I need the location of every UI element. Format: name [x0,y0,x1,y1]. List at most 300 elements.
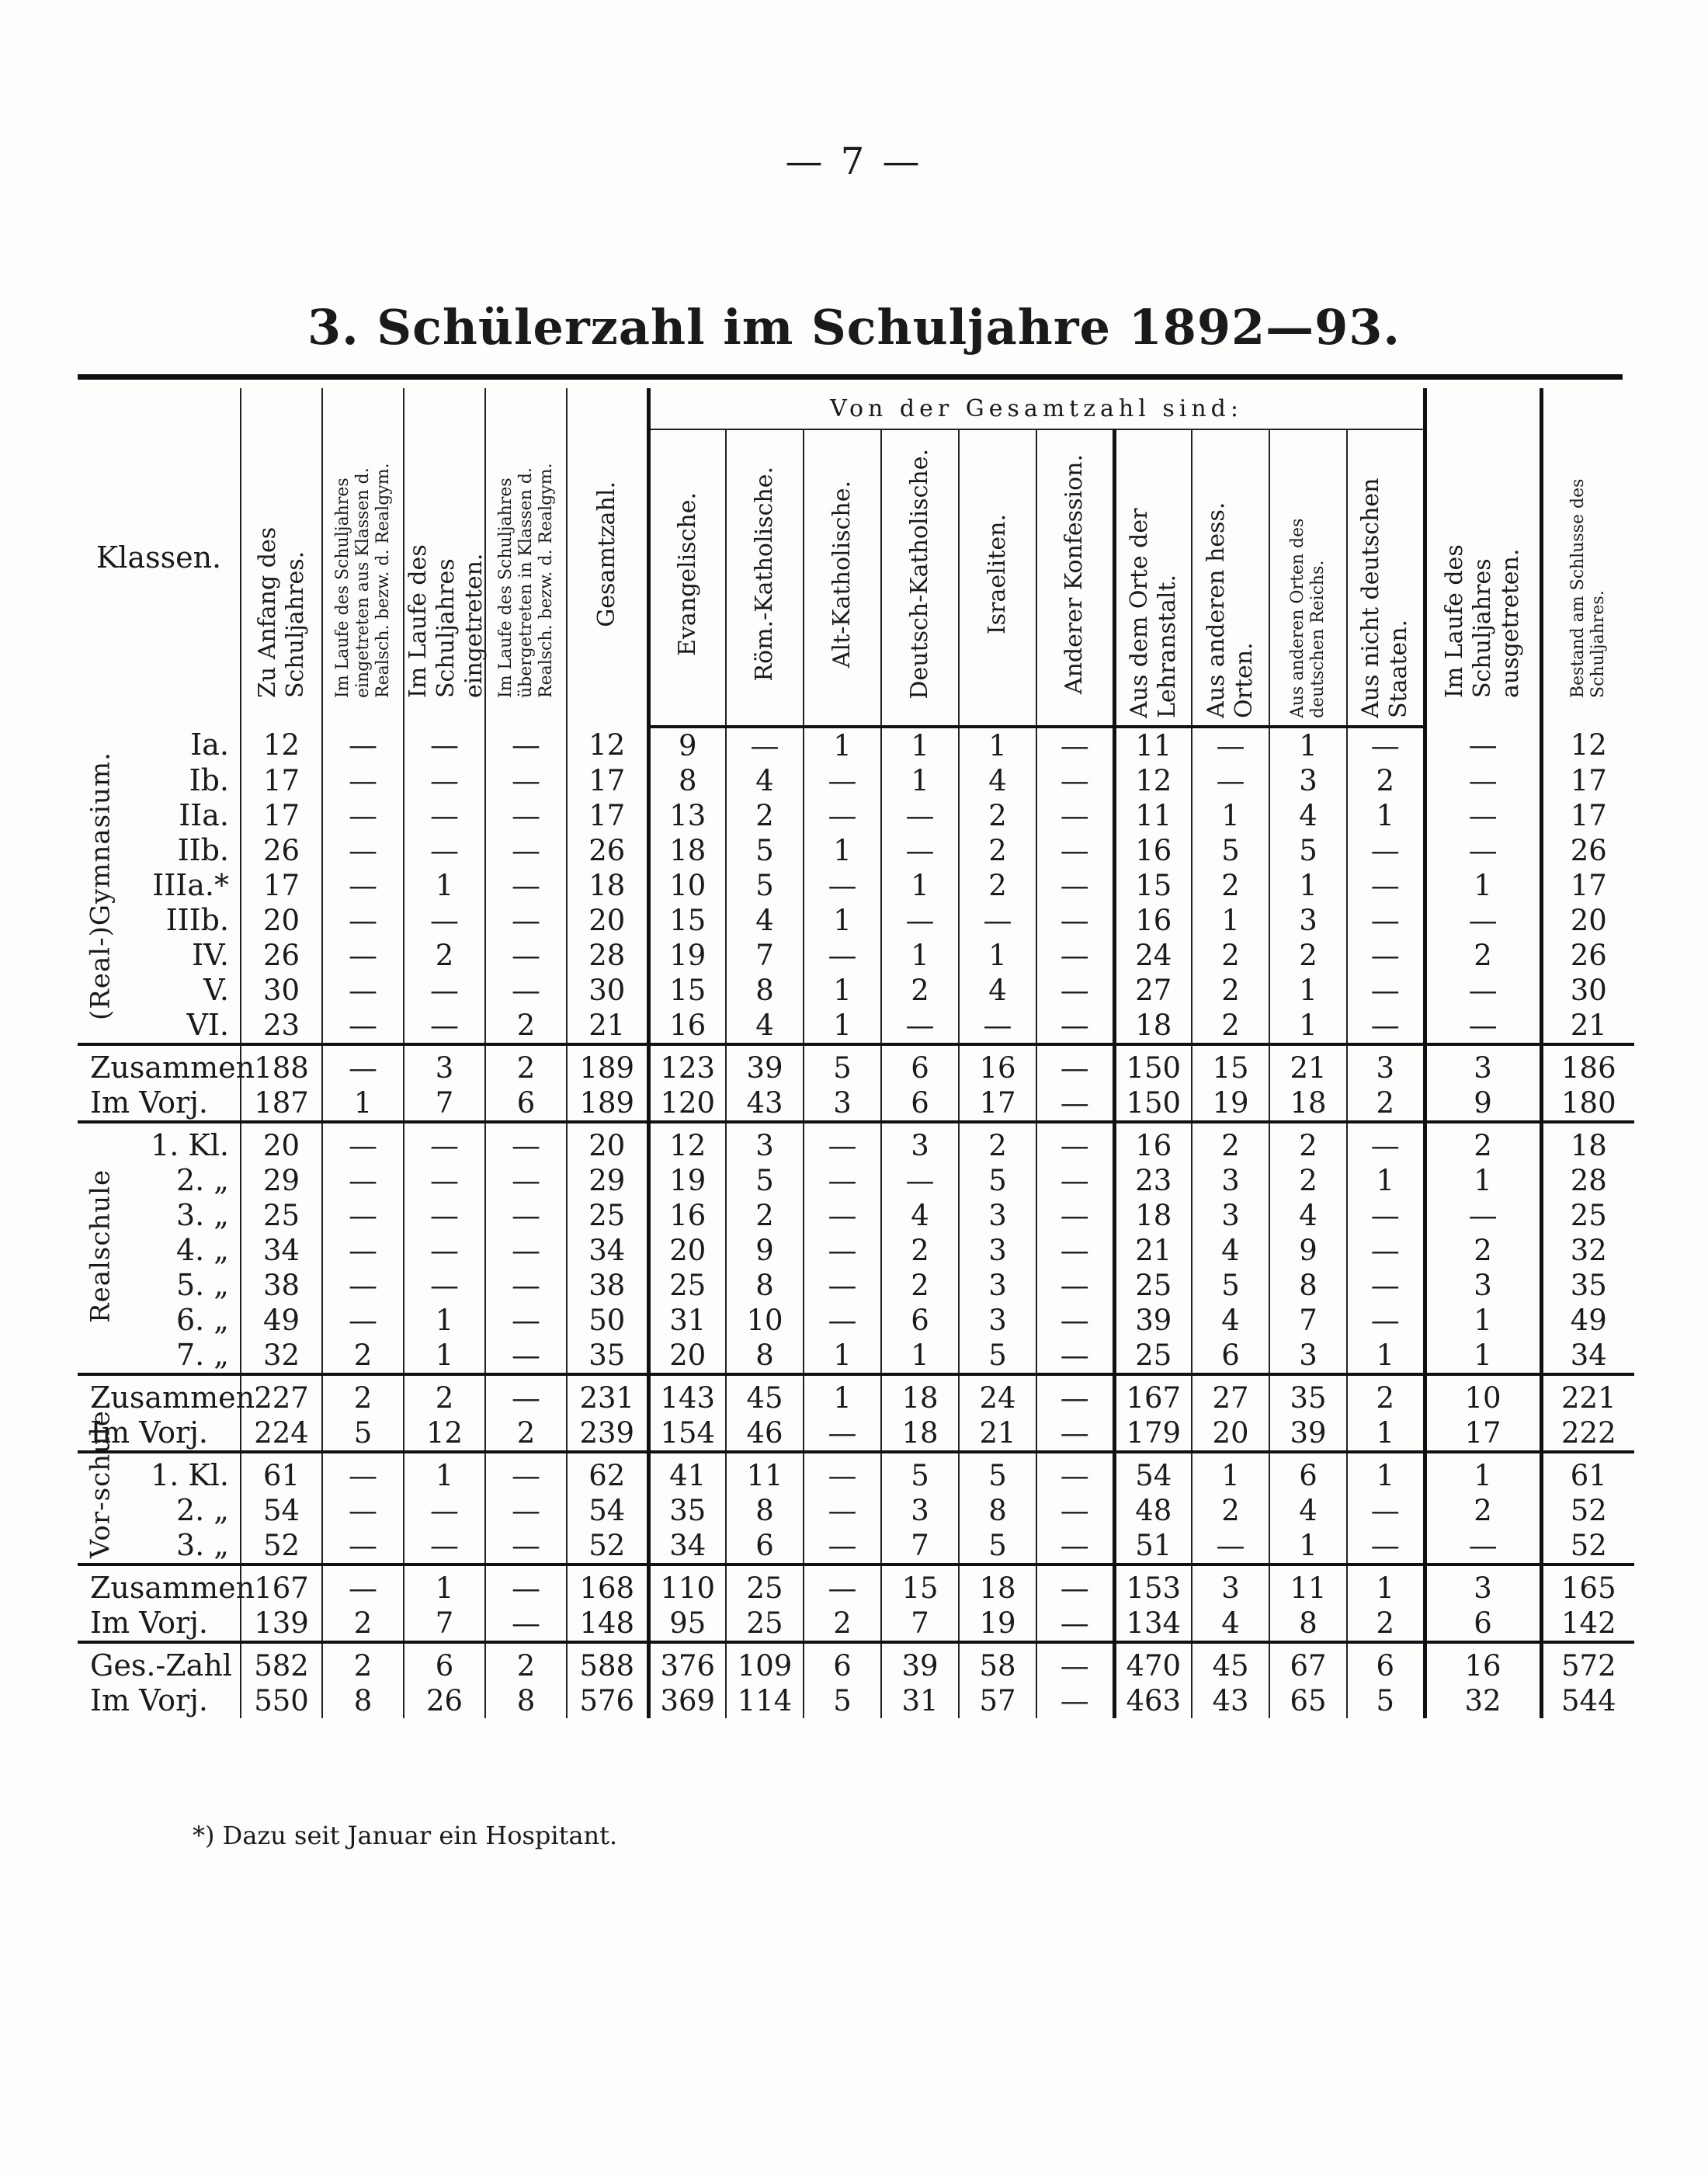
table-cell: — [404,1008,485,1044]
table-row [78,1338,1634,1374]
table-cell: 2 [485,1044,567,1085]
total-row [78,1415,1634,1452]
table-cell: 35 [648,1493,726,1528]
table-cell: — [804,1565,881,1606]
table-cell: — [1347,973,1425,1008]
row-label: 1. Kl. [124,1122,241,1163]
table-cell: — [485,1452,567,1493]
table-cell: 576 [567,1683,648,1718]
header-bestand: Bestand am Schlusse des Schuljahres. [1541,388,1634,727]
total-row [78,1085,1634,1122]
table-cell: 4 [1192,1606,1269,1642]
table-cell: 6 [1425,1606,1541,1642]
table-cell: — [322,1233,404,1268]
grand-total-row [78,1683,1634,1718]
table-cell: 1 [881,938,959,973]
table-cell: 1 [1269,973,1347,1008]
table-cell: 65 [1269,1683,1347,1718]
table-cell: — [322,1198,404,1233]
table-cell: — [1036,1268,1114,1303]
table-cell: — [322,1122,404,1163]
table-cell: 16 [959,1044,1036,1085]
table-cell: 2 [1269,938,1347,973]
table-cell: 13 [648,798,726,833]
table-cell: 46 [726,1415,804,1452]
table-cell: 17 [241,763,322,798]
table-cell: 26 [1541,938,1634,973]
table-cell: — [485,868,567,903]
table-cell: 29 [241,1163,322,1198]
table-cell: 8 [648,763,726,798]
table-cell: 34 [648,1528,726,1565]
table-cell: — [1192,727,1269,763]
total-row [78,1606,1634,1642]
table-cell: 6 [726,1528,804,1565]
table-cell: 1 [1347,1565,1425,1606]
table-cell: — [804,1163,881,1198]
table-cell: 20 [1192,1415,1269,1452]
table-cell: — [322,1493,404,1528]
table-cell: 3 [804,1085,881,1122]
table-cell: 2 [1192,1122,1269,1163]
table-cell: 2 [959,833,1036,868]
table-cell: 21 [959,1415,1036,1452]
table-cell: 25 [1541,1198,1634,1233]
table-cell: 54 [1114,1452,1192,1493]
table-cell: — [1425,903,1541,938]
table-cell: 3 [1269,763,1347,798]
table-cell: 15 [881,1565,959,1606]
table-cell: — [1347,1268,1425,1303]
table-cell: 8 [726,973,804,1008]
table-cell: 1 [881,1338,959,1374]
table-cell: 2 [1425,938,1541,973]
table-cell: 30 [241,973,322,1008]
table-cell: 26 [241,938,322,973]
table-cell: 179 [1114,1415,1192,1452]
table-cell: 23 [241,1008,322,1044]
table-cell: — [1347,1493,1425,1528]
table-cell: 17 [959,1085,1036,1122]
table-cell: 28 [567,938,648,973]
table-cell: 231 [567,1374,648,1415]
header-gesamtzahl: Gesamtzahl. [567,388,648,727]
table-cell: 30 [567,973,648,1008]
header-anderer-konfession: Anderer Konfession. [1036,429,1114,727]
table-cell: — [804,868,881,903]
table-cell: 1 [1192,798,1269,833]
table-cell: 10 [1425,1374,1541,1415]
table-cell: 7 [726,938,804,973]
table-cell: 1 [804,727,881,763]
table-cell: 26 [404,1683,485,1718]
table-cell: 5 [881,1452,959,1493]
header-roem-katholische: Röm.-Katholische. [726,429,804,727]
table-cell: — [322,938,404,973]
header-eingetreten: Im Laufe des Schuljahres eingetreten. [404,388,485,727]
table-cell: 1 [881,763,959,798]
table-cell: — [322,798,404,833]
header-aus-dem-orte: Aus dem Orte der Lehranstalt. [1114,429,1192,727]
table-cell: 3 [1425,1044,1541,1085]
table-cell: 2 [1269,1163,1347,1198]
table-cell: 17 [241,798,322,833]
table-cell: 1 [404,1452,485,1493]
table-cell: — [485,1198,567,1233]
table-cell: 2 [1425,1493,1541,1528]
table-cell: — [322,1008,404,1044]
table-cell: 17 [567,763,648,798]
table-cell: 2 [881,973,959,1008]
row-label: IIa. [179,798,229,832]
table-cell: — [881,1163,959,1198]
table-cell: 222 [1541,1415,1634,1452]
table-cell: 5 [804,1044,881,1085]
table-cell: 187 [241,1085,322,1122]
table-cell: — [485,1528,567,1565]
table-cell: — [804,1268,881,1303]
table-cell: 2 [485,1008,567,1044]
table-cell: 3 [1269,903,1347,938]
table-cell: 6 [1192,1338,1269,1374]
table-cell: 15 [648,973,726,1008]
table-cell: 2 [485,1642,567,1683]
table-cell: 1 [1347,1338,1425,1374]
table-cell: — [322,1268,404,1303]
table-cell: — [322,833,404,868]
table-cell: — [804,938,881,973]
table-cell: 3 [959,1268,1036,1303]
row-label: 2. „ [175,1163,229,1197]
table-cell: 5 [726,868,804,903]
table-cell: 11 [1114,727,1192,763]
table-cell: 1 [1269,1528,1347,1565]
table-cell: 6 [1269,1452,1347,1493]
table-cell: 2 [881,1268,959,1303]
table-cell: 1 [1425,1163,1541,1198]
table-cell: 165 [1541,1565,1634,1606]
table-cell: 41 [648,1452,726,1493]
table-cell: 134 [1114,1606,1192,1642]
table-cell: 32 [1541,1233,1634,1268]
table-cell: — [404,1268,485,1303]
table-row [78,1493,1634,1528]
table-cell: 1 [881,727,959,763]
header-anfang: Zu Anfang des Schuljahres. [241,388,322,727]
table-cell: — [404,727,485,763]
table-cell: 4 [1192,1303,1269,1338]
table-cell: 1 [1425,1452,1541,1493]
table-cell: 31 [881,1683,959,1718]
table-cell: — [322,1452,404,1493]
table-cell: — [1347,1122,1425,1163]
table-cell: — [1036,1233,1114,1268]
table-cell: — [1347,1233,1425,1268]
table-cell: 114 [726,1683,804,1718]
table-cell: 8 [726,1338,804,1374]
header-aus-hess-orten: Aus anderen hess. Orten. [1192,429,1269,727]
table-cell: — [1192,1528,1269,1565]
row-label: VI. [186,1008,229,1042]
table-cell: 34 [1541,1338,1634,1374]
table-cell: — [322,1528,404,1565]
table-cell: 16 [1114,1122,1192,1163]
table-cell: 2 [322,1338,404,1374]
table-cell: 2 [1347,1374,1425,1415]
table-cell: 11 [1114,798,1192,833]
table-cell: — [404,903,485,938]
table-cell: 12 [648,1122,726,1163]
table-cell: 148 [567,1606,648,1642]
table-cell: 17 [1541,763,1634,798]
table-cell: 120 [648,1085,726,1122]
table-cell: 32 [241,1338,322,1374]
table-cell: 2 [726,1198,804,1233]
table-cell: 25 [1114,1268,1192,1303]
table-cell: 57 [959,1683,1036,1718]
table-cell: 52 [1541,1493,1634,1528]
table-cell: 2 [1425,1233,1541,1268]
table-cell: 17 [1541,868,1634,903]
table-cell: — [1036,1008,1114,1044]
row-label: V. [203,973,229,1007]
table-cell: — [804,1452,881,1493]
table-cell: 21 [1114,1233,1192,1268]
table-cell: 109 [726,1642,804,1683]
table-cell: 20 [567,903,648,938]
total-label: Im Vorj. [90,1415,208,1450]
table-cell: 51 [1114,1528,1192,1565]
footnote: *) Dazu seit Januar ein Hospitant. [193,1821,618,1850]
table-cell: 1 [804,973,881,1008]
table-cell: — [322,1565,404,1606]
table-cell: 227 [241,1374,322,1415]
row-label: 3. „ [175,1528,229,1562]
table-cell: 18 [1269,1085,1347,1122]
table-cell: — [1036,1565,1114,1606]
table-cell: 21 [1541,1008,1634,1044]
table-cell: 2 [881,1233,959,1268]
table-cell: — [485,1268,567,1303]
table-cell: 2 [322,1606,404,1642]
table-cell: — [1347,1528,1425,1565]
table-cell: 2 [1425,1122,1541,1163]
table-cell: — [1036,938,1114,973]
table-cell: 15 [1192,1044,1269,1085]
table-cell: — [322,903,404,938]
table-cell: 18 [881,1374,959,1415]
table-cell: 19 [648,1163,726,1198]
table-cell: 5 [726,1163,804,1198]
header-eingetreten-aus-klassen: Im Laufe des Schuljahres eingetreten aus Klassen d. Realsch. bezw. d. Realgym. [322,388,404,727]
table-cell: 19 [959,1606,1036,1642]
table-cell: — [959,903,1036,938]
table-cell: — [485,727,567,763]
table-cell: — [485,1163,567,1198]
table-cell: 369 [648,1683,726,1718]
table-cell: 30 [1541,973,1634,1008]
table-cell: 8 [485,1683,567,1718]
top-rule [78,374,1623,380]
table-cell: 12 [567,727,648,763]
table-cell: — [1192,763,1269,798]
table-cell: — [485,903,567,938]
table-cell: 20 [567,1122,648,1163]
table-cell: — [1347,1303,1425,1338]
table-row [78,1163,1634,1198]
table-cell: — [1425,973,1541,1008]
table-cell: — [1036,1452,1114,1493]
table-cell: — [1425,1008,1541,1044]
row-label: IIb. [177,833,229,867]
table-cell: 12 [404,1415,485,1452]
table-cell: 3 [881,1493,959,1528]
total-row [78,1565,1634,1606]
section-label: Realschule [78,1122,124,1374]
page-number: — 7 — [785,140,923,183]
table-cell: — [1036,973,1114,1008]
table-cell: — [485,1338,567,1374]
row-label: Ib. [189,763,229,797]
table-cell: 4 [1269,798,1347,833]
table-cell: 1 [1347,798,1425,833]
table-row [78,1452,1634,1493]
table-cell: 3 [959,1303,1036,1338]
header-aus-nicht-deutschen: Aus nicht deutschen Staaten. [1347,429,1425,727]
table-cell: 588 [567,1642,648,1683]
row-label: 7. „ [175,1338,229,1372]
row-label: IIIb. [165,903,229,937]
table-cell: 58 [959,1642,1036,1683]
table-cell: — [485,833,567,868]
table-cell: — [404,1528,485,1565]
table-cell: — [881,1008,959,1044]
table-cell: 1 [404,1338,485,1374]
table-cell: 1 [1425,1303,1541,1338]
table-row [78,1268,1634,1303]
table-row [78,938,1634,973]
table-cell: 2 [1347,1085,1425,1122]
table-cell: 20 [1541,903,1634,938]
table-cell: 2 [959,868,1036,903]
table-cell: 2 [726,798,804,833]
table-cell: 5 [804,1683,881,1718]
table-cell: 1 [959,938,1036,973]
table-cell: 12 [241,727,322,763]
table-row [78,1198,1634,1233]
table-cell: 224 [241,1415,322,1452]
table-cell: 5 [726,833,804,868]
table-cell: 1 [1347,1415,1425,1452]
table-cell: 8 [726,1268,804,1303]
table-cell: 43 [1192,1683,1269,1718]
table-cell: 45 [726,1374,804,1415]
table-cell: — [881,798,959,833]
table-cell: — [804,1233,881,1268]
table-cell: 1 [1425,868,1541,903]
table-cell: 582 [241,1642,322,1683]
header-ausgetreten: Im Laufe des Schuljahres ausgetreten. [1425,388,1541,727]
table-cell: 12 [1541,727,1634,763]
table-cell: 34 [567,1233,648,1268]
table-cell: 3 [726,1122,804,1163]
table-cell: 5 [959,1528,1036,1565]
table-cell: 20 [648,1338,726,1374]
table-cell: 2 [804,1606,881,1642]
table-cell: 1 [404,1303,485,1338]
table-cell: 470 [1114,1642,1192,1683]
table-cell: 19 [1192,1085,1269,1122]
table-cell: 48 [1114,1493,1192,1528]
table-cell: 3 [881,1122,959,1163]
row-label: 6. „ [175,1303,229,1337]
table-cell: 6 [881,1303,959,1338]
table-cell: 15 [648,903,726,938]
table-cell: 23 [1114,1163,1192,1198]
table-cell: — [404,1198,485,1233]
table-cell: — [1036,1122,1114,1163]
table-cell: 6 [881,1044,959,1085]
table-cell: 6 [1347,1642,1425,1683]
table-cell: 45 [1192,1642,1269,1683]
table-cell: 139 [241,1606,322,1642]
header-aus-deutschen-reichs: Aus anderen Orten des deutschen Reichs. [1269,429,1347,727]
table-cell: 27 [1114,973,1192,1008]
table-cell: 1 [1269,868,1347,903]
table-cell: 167 [1114,1374,1192,1415]
header-uebergetreten: Im Laufe des Schuljahres übergetreten in Klassen d. Realsch. bezw. d. Realgym. [485,388,567,727]
table-cell: 6 [404,1642,485,1683]
total-row [78,1044,1634,1085]
table-cell: 3 [959,1198,1036,1233]
table-cell: 10 [726,1303,804,1338]
table-cell: 1 [322,1085,404,1122]
table-cell: — [485,1374,567,1415]
table-cell: 1 [1269,727,1347,763]
table-cell: 3 [1347,1044,1425,1085]
table-cell: 2 [1192,1008,1269,1044]
table-cell: 7 [404,1085,485,1122]
table-cell: 3 [1192,1163,1269,1198]
table-cell: — [485,938,567,973]
table-cell: — [404,763,485,798]
table-cell: 2 [1347,1606,1425,1642]
table-cell: 4 [726,903,804,938]
table-cell: — [1036,1493,1114,1528]
table-cell: 1 [804,903,881,938]
table-cell: — [1036,1198,1114,1233]
table-cell: — [1036,1303,1114,1338]
table-cell: — [1425,798,1541,833]
total-label: Zusammen [78,1565,241,1606]
table-cell: 18 [648,833,726,868]
row-label: 3. „ [175,1198,229,1232]
table-cell: 39 [881,1642,959,1683]
table-cell: 19 [648,938,726,973]
table-cell: — [485,763,567,798]
table-cell: — [322,868,404,903]
table-cell: — [485,1565,567,1606]
table-cell: — [404,833,485,868]
table-cell: 50 [567,1303,648,1338]
table-cell: — [1347,1198,1425,1233]
table-cell: 52 [567,1528,648,1565]
table-row [78,833,1634,868]
table-cell: — [1036,763,1114,798]
table-row [78,1303,1634,1338]
header-klassen: Klassen. [95,540,222,575]
table-cell: 20 [241,1122,322,1163]
